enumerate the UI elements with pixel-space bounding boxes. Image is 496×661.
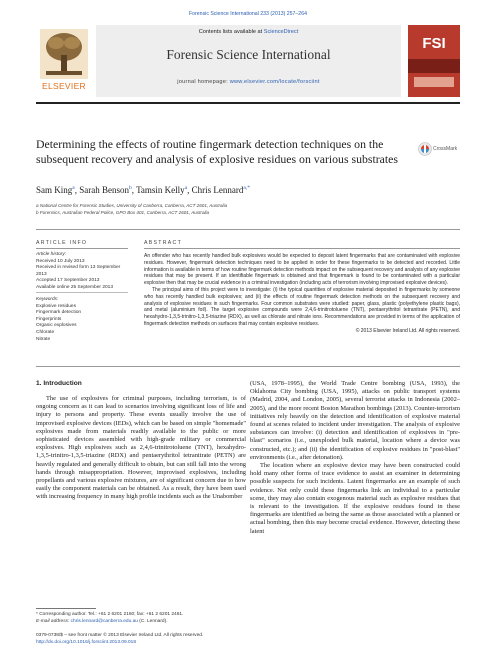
article-info-heading: ARTICLE INFO [36,240,88,246]
footnote-divider [36,608,96,609]
cover-band-light [414,77,454,87]
affiliation: b Forensics, Australian Federal Police, GPO Box 401, Canberra, ACT 2601, Australia [36,210,210,215]
section-divider [36,229,460,230]
keyword: Nitrate [36,336,51,342]
journal-banner [96,25,401,97]
article-history [36,252,132,292]
contents-line [96,29,401,35]
affiliation: a National Centre for Forensic Studies, University of Canberra, Canberra, ACT 2601, Australia [36,203,228,208]
journal-homepage [96,79,401,85]
history-entry: Available online 25 September 2013 [36,284,113,290]
keyword: Fingermark detection [36,310,82,316]
author-name[interactable]: Sarah Benson [79,185,129,195]
homepage-prefix: journal homepage: [177,79,230,85]
journal-title: Forensic Science International [166,47,331,62]
journal-cover-thumbnail [408,25,460,97]
elsevier-logo [36,25,92,97]
abstract-paragraph: An offender who has recently handled bulk explosives would be expected to deposit latent fingermarks that are contaminated with explosive residues. However, fingermark detection techniques need to be applied in order for these fingermarks to be detected and recorded. Little information is available in terms of how routine fingermark detection methods impact on the subsequent recovery and analysis of any explosive residues that may be present. If an identifiable fingermark is obtained and that fingermark is found to be contaminated with a particular explosive then that may be crucial evidence in a criminal investigation (including acts of terrorism involving improvised explosive devices). [144,253,460,287]
crossmark-label: CrossMark [433,146,458,152]
keyword: Fingerprints [36,316,62,322]
doi-link[interactable]: http://dx.doi.org/10.1016/j.forsciint.2013.09.018 [36,640,137,645]
history-label: Article history: [36,252,67,257]
section-divider [36,366,460,367]
author-name[interactable]: Tamsin Kelly [136,185,185,195]
author-name[interactable]: Sam King [36,185,73,195]
crossmark-icon [418,142,432,156]
footnote-email [36,619,246,625]
article-title: Determining the effects of routine fingermark detection techniques on the subsequent recovery and analysis of explosive residues on various substrates [36,137,399,166]
keywords-block [36,292,128,343]
author-name[interactable]: Chris Lennard [191,185,244,195]
contents-prefix: Contents lists available at [198,29,264,35]
crossmark-badge[interactable] [418,138,462,164]
sciencedirect-link[interactable]: ScienceDirect [263,29,299,35]
abstract-heading: ABSTRACT [144,240,183,246]
keyword: Chlorate [36,329,55,335]
cover-band [408,59,460,73]
author-affiliation-mark[interactable]: a [184,185,188,191]
keyword: Explosive residues [36,303,76,309]
journal-header [36,22,460,104]
history-entry: Received 10 July 2013 [36,258,85,264]
email-label: E-mail address: [36,619,71,624]
body-paragraph: (USA, 1978–1995), the World Trade Centre bombing (USA, 1993), the Oklahoma City bombing (USA, 1995), attacks on public transport systems (Madrid, 2004, and London, 2005), several terrorist attacks in Indonesia (2002–2005), and the more recent Boston Marathon bombings (2013). Counter-terrorism initiatives rely heavily on the detection and identification of explosive material found at scenes related to incident under investigation. The analysis of explosive substances can involve: (i) detection and identification of explosives in "pre-blast" scenarios (i.e., unexploded bulk material, location where a device was constructed, etc.); and (ii) the identification of explosive residues in "post-blast" environments (i.e., after detonation). [250,380,460,461]
homepage-link[interactable]: www.elsevier.com/locate/forsciint [229,79,320,85]
cover-initials: FSI [422,35,446,52]
author-affiliation-mark[interactable]: a,* [243,185,250,191]
email-link[interactable]: chris.lennard@canberra.edu.au [70,619,138,624]
abstract-divider [144,248,460,249]
elsevier-tree-icon [36,25,92,83]
abstract-body [144,253,460,335]
author-list: Sam King$^a$, Sarah Benson$^b$, Tamsin Kelly$^a$, Chris Lennard$^{a,*}$ [36,185,250,195]
body-paragraph: The location where an explosive device may have been constructed could hold many other forms of trace evidence to assist an examiner in determining possible suspects for such incidents. Latent fingermarks are an example of such evidence. Not only could these fingermarks link an individual to a particular scene, they may also contain exogenous material such as explosive residues that is relevant to the investigation. If the explosive residues found in these fingermarks are identified as being the same as those associated with a planned or actual bombing, then this may become crucial evidence. However, detecting these latent [250,462,460,535]
publisher-name: ELSEVIER [42,81,86,91]
copyright-notice: © 2013 Elsevier Ireland Ltd. All rights reserved. [355,327,460,334]
issn-line: 0379-0738/$ – see front matter © 2013 Elsevier Ireland Ltd. All rights reserved. [36,633,204,638]
article-info-divider [36,248,128,249]
keywords-label: Keywords: [36,297,59,302]
footnote-corresponding: * Corresponding author. Tel.: +61 2 6201 2160; fax: +61 2 6201 2461. [36,612,184,617]
author-affiliation-mark[interactable]: b [128,185,132,191]
author-affiliation-mark[interactable]: a [72,185,75,191]
section-heading: 1. Introduction [36,380,82,387]
history-entry: Received in revised form 13 September 2013 [36,265,121,277]
abstract-paragraph: The principal aims of this project were to investigate: (i) the typical quantities of explosive material deposited in fingermarks by someone who has recently handled bulk explosives; and (ii) the effects of routine fingermark detection methods on the subsequent recovery and analysis of explosive residues in such fingermarks. Four common substrates were studied: paper, glass, plastic (polyethylene plastic bags), and metal (aluminium foil). The target explosive compounds were 2,4,6-trinitrotoluene (TNT), pentaerythritol tetranitrate (PETN), and hexahydro-1,3,5-trinitro-1,3,5-triazine (RDX), as well as chlorate and nitrate ions. Recommendations are provided in terms of the application of fingermark detection methods on surfaces that may contain explosive residues. [144,286,460,327]
keyword: Organic explosives [36,323,77,329]
body-column-right [250,380,460,536]
journal-citation[interactable]: Forensic Science International 233 (2013) 257–264 [189,11,307,17]
body-column-left: The use of explosives for criminal purposes, including terrorism, is of ongoing concern as it can lead to scenarios involving significant loss of life and injury to persons and property. These events usually involve the use of improvised explosive devices (IEDs), which can be based on simple "homemade" explosives made from materials readily available to the public or more sophisticated devices assembled with high-grade military or commercial explosives. High explosives such as 2,4,6-trinitrotoluene (TNT), hexahydro-1,3,5-trinitro-1,3,5-triazine (RDX) and pentaerythritol tetranitrate (PETN) are heavily regulated and generally difficult to obtain, but can still fall into the wrong hands through misappropriation. However, improvised explosives, including propellants and various explosive mixtures, are of significant concern due to how easily the component materials can be obtained. As a result, they have been used with increasing frequency in many high profile incidents such as the Unabomber [36,395,246,501]
email-suffix: (C. Lennard). [137,619,168,624]
history-entry: Accepted 17 September 2013 [36,278,100,284]
